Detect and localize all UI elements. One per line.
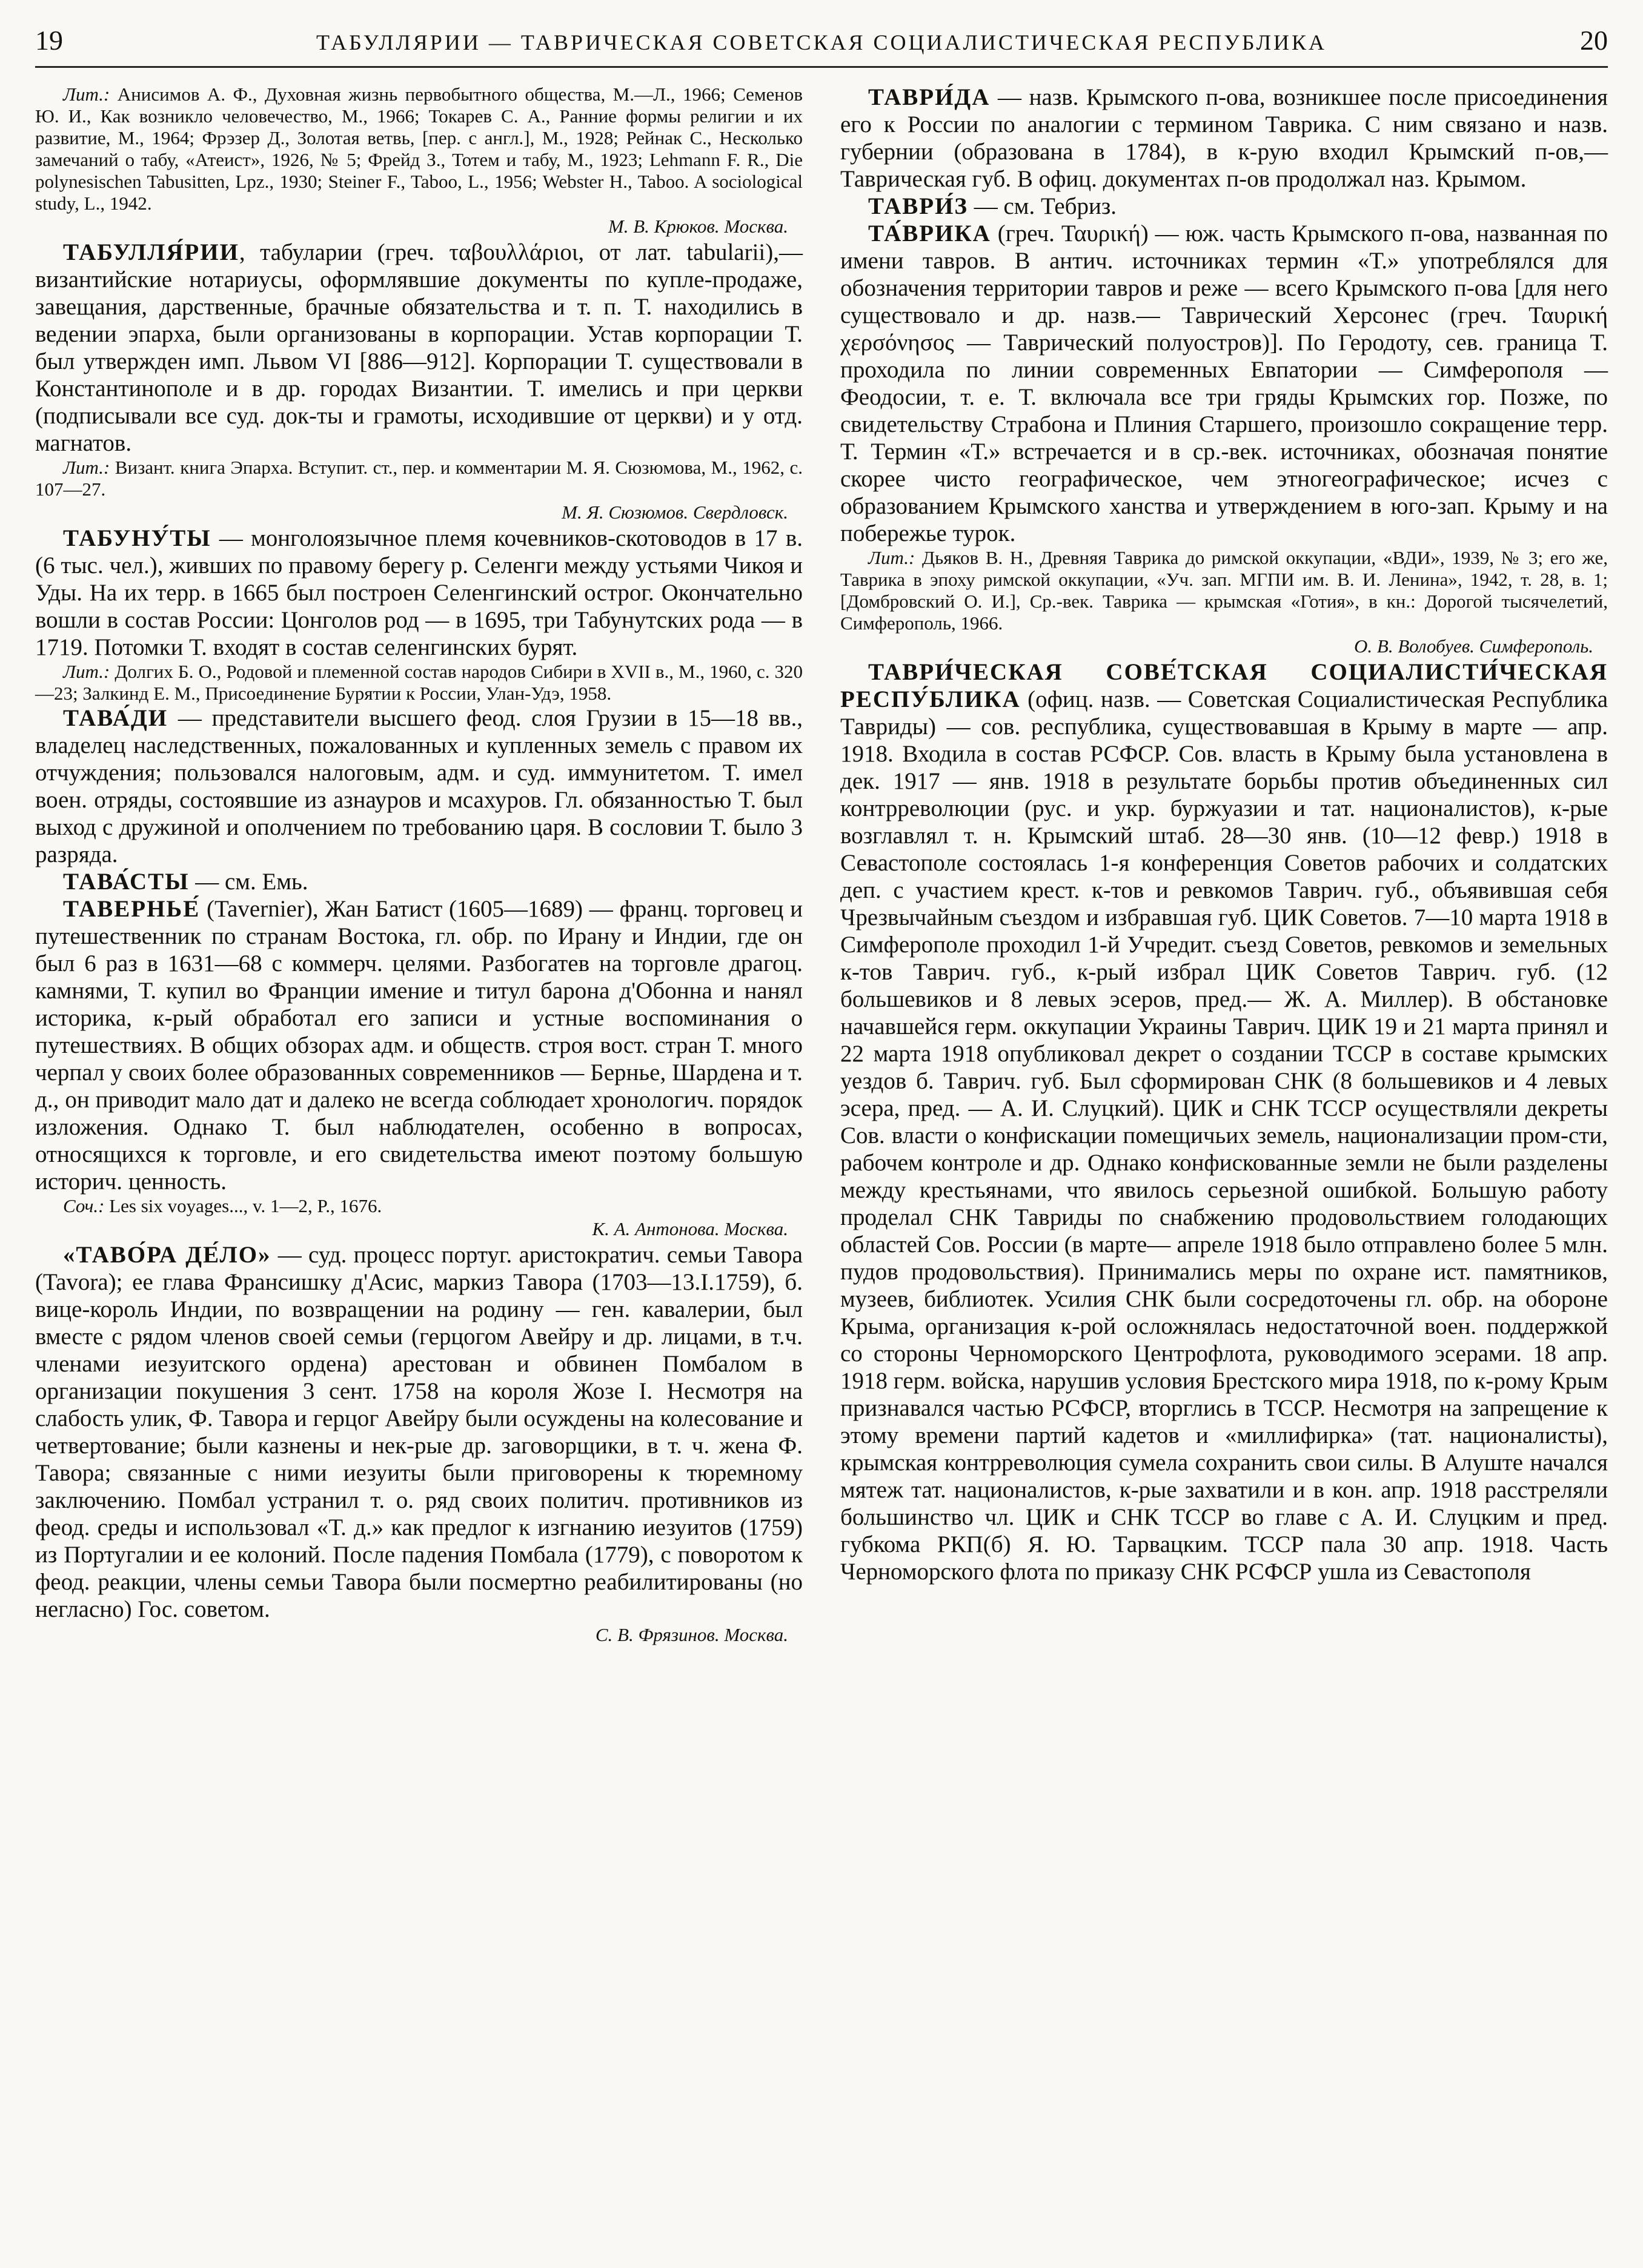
article-tavernier: [35, 895, 803, 1195]
article-body: — см. Тебриз.: [968, 193, 1117, 219]
article-body: , табуларии (греч. ταβουλλάριοι, от лат. tabularii),— византийские нотариусы, оформлявшие документы по купле-продаже, завещания, дарственные, брачные обязательства и т. п. Т. находились в ведении эпарха, были организованы в корпорации. Устав корпорации Т. был утвержден имп. Львом VI [886—912]. Корпорации Т. существовали в Константинополе и в др. городах Византии. Т. имелись и при церкви (подписывали все суд. док-ты и грамоты, исходившие от церкви) и у отд. магнатов.: [35, 239, 803, 456]
text-columns: [35, 84, 1608, 1647]
page-header: [35, 24, 1608, 56]
article-tabunuty: [35, 525, 803, 661]
lit-label: Лит.:: [63, 457, 110, 478]
lit-text: Визант. книга Эпарха. Вступит. ст., пер. и комментарии М. Я. Сюзюмова, М., 1962, с. 107—27.: [35, 457, 803, 500]
lit-text: Дьяков В. Н., Древняя Таврика до римской оккупации, «ВДИ», 1939, № 3; его же, Таврика в эпоху римской оккупации, «Уч. зап. МГПИ им. В. И. Ленина», 1942, т. 28, в. 1; [Домбровский О. И.], Ср.-век. Таврика — крымская «Готия», в кн.: Дорогой тысячелетий, Симферополь, 1966.: [840, 547, 1608, 634]
headword: ТАВЕРНЬЕ́: [63, 896, 201, 922]
works-label: Соч.:: [63, 1195, 105, 1216]
headword: ТАВА́ДИ: [63, 705, 168, 731]
headword: «ТАВО́РА ДЕ́ЛО»: [63, 1242, 271, 1268]
article-tavricheskaya-ssr: [840, 658, 1608, 1585]
article-body: (Tavernier), Жан Батист (1605—1689) — франц. торговец и путешественник по странам Востока, гл. обр. по Ирану и Индии, где он был 6 раз в 1631—68 с коммерч. целями. Разбогатев на торговле драгоц. камнями, Т. купил во Франции имение и титул барона д'Обонна и нанял историка, к-рый обработал его записи и устные воспоминания о путешествиях. В общих обзорах адм. и обществ. строя вост. стран Т. много черпал у своих более образованных современников — Бернье, Шардена и т. д., он приводит мало дат и далеко не всегда соблюдает хронологич. порядок изложения. Однако Т. был наблюдателен, особенно в вопросах, относящихся к торговле, и его свидетельства имеют поэтому большую историч. ценность.: [35, 896, 803, 1195]
article-tavora-delo: [35, 1241, 803, 1623]
author-signature: О. В. Волобуев. Симферополь.: [1354, 635, 1593, 657]
article-body: — представители высшего феод. слоя Грузии в 15—18 вв., владелец наследственных, пожалованных и купленных земель с правом их отчуждения; пользовался налоговым, адм. и суд. иммунитетом. Т. имел воен. отряды, состоявшие из азнауров и мсахуров. Гл. обязанностью Т. был выход с дружиной и ополчением по требованию царя. В сословии Т. было 3 разряда.: [35, 705, 803, 867]
column-right: [840, 84, 1608, 1647]
literature-note: [840, 547, 1608, 634]
lit-label: Лит.:: [868, 547, 915, 568]
article-tavasty: [35, 868, 803, 895]
works-text: Les six voyages..., v. 1—2, P., 1676.: [104, 1195, 382, 1216]
headword: ТАВРИ́ЧЕСКАЯ СОВЕ́ТСКАЯ СОЦИАЛИСТИ́ЧЕСКАЯ РЕСПУ́БЛИКА: [840, 659, 1608, 712]
author-signature: М. В. Крюков. Москва.: [608, 216, 788, 237]
article-body: — назв. Крымского п-ова, возникшее после присоединения его к России по аналогии с термином Таврика. С ним связано и назв. губернии (образована в 1784), в к-рую входил Крымский п-ов,— Таврическая губ. В офиц. документах п-ов продолжал наз. Крымом.: [840, 84, 1608, 192]
header-rule: [35, 66, 1608, 68]
headword: ТАВА́СТЫ: [63, 869, 190, 895]
lit-label: Лит.:: [63, 84, 110, 105]
article-body: (греч. Ταυρική) — юж. часть Крымского п-ова, названная по имени тавров. В антич. источниках термин «Т.» употреблялся для обозначения территории тавров и реже — всего Крымского п-ова [для него существовало и др. назв.— Таврический Херсонес (греч. Ταυρική χερσόνησος — Таврический полуостров)]. По Геродоту, сев. граница Т. проходила по линии современных Евпатории — Симферополя — Феодосии, т. е. Т. включала все три гряды Крымских гор. Позже, по свидетельству Страбона и Плиния Старшего, произошло сокращение терр. Т. Термин «Т.» встречается и в ср.-век. источниках, обозначая понятие скорее чисто географическое, чем этногеографическое; исчез с образованием Крымского ханства и утверждением в юго-зап. Крыму и на побережье турок.: [840, 220, 1608, 546]
article-tavrida: [840, 84, 1608, 193]
author-signature: К. А. Антонова. Москва.: [592, 1218, 788, 1239]
article-tabullarii: [35, 239, 803, 457]
lit-text: Долгих Б. О., Родовой и племенной состав народов Сибири в XVII в., М., 1960, с. 320—23; Залкинд Е. М., Присоединение Бурятии к России, Улан-Удэ, 1958.: [35, 661, 803, 704]
running-head: ТАБУЛЛЯРИИ — ТАВРИЧЕСКАЯ СОВЕТСКАЯ СОЦИАЛИСТИЧЕСКАЯ РЕСПУБЛИКА: [316, 30, 1327, 55]
article-tavriz: [840, 193, 1608, 220]
headword: ТА́ВРИКА: [868, 220, 991, 247]
article-body: — см. Емь.: [189, 869, 308, 895]
works-note: [35, 1195, 803, 1217]
page-number-left: 19: [35, 25, 63, 56]
lit-label: Лит.:: [63, 661, 110, 682]
article-body: (офиц. назв. — Советская Социалистическая Республика Тавриды) — сов. республика, существовавшая в Крыму в марте — апр. 1918. Входила в состав РСФСР. Сов. власть в Крыму была установлена в дек. 1917 — янв. 1918 в результате борьбы против объединенных сил контрреволюции (рус. и укр. буржуазии и тат. националистов), к-рые возглавлял т. н. Крымский штаб. 28—30 янв. (10—12 февр.) 1918 в Севастополе состоялась 1-я конференция Советов рабочих и солдатских деп. с участием крест. к-тов и ревкомов Таврич. губ., объявившая себя Чрезвычайным съездом и избравшая губ. ЦИК Советов. 7—10 марта 1918 в Симферополе проходил 1-й Учредит. съезд Советов, ревкомов и земельных к-тов Таврич. губ., к-рый избрал ЦИК Советов Таврич. губ. (12 большевиков и 8 левых эсеров, пред.— Ж. А. Миллер). В обстановке начавшейся герм. оккупации Украины Таврич. ЦИК 19 и 21 марта принял и 22 марта 1918 опубликовал декрет о создании ТССР в составе крымских уездов б. Таврич. губ. Был сформирован СНК (8 большевиков и 4 левых эсера, пред. — А. И. Слуцкий). ЦИК и СНК ТССР осуществляли декреты Сов. власти о конфискации помещичьих земель, национализации пром-сти, рабочем контроле и др. Однако конфискованные земли не были разделены между крестьянами, что явилось серьезной ошибкой. Большую работу проделал СНК Тавриды по снабжению продовольствием голодающих областей Сов. России (в марте— апреле 1918 было отправлено более 5 млн. пудов продовольствия). Принимались меры по охране ист. памятников, музеев, библиотек. Усилия СНК были сосредоточены гл. обр. на обороне Крыма, организация к-рой осложнялась недостаточной воен. поддержкой со стороны Черноморского Центрофлота, руководимого эсерами. 18 апр. 1918 герм. войска, нарушив условия Брестского мира 1918, по к-рому Крым признавался частью РСФСР, вторглись в ТССР. Несмотря на запрещение к этому времени партий кадетов и «миллифирка» (тат. националисты), крымская контрреволюция сумела сохранить свои силы. В Алуште начался мятеж тат. националистов, к-рые захватили и в кон. апр. 1918 расстреляли большинство чл. ЦИК и СНК ТССР во главе с А. И. Слуцким и пред. губкома РКП(б) Я. Ю. Тарвацким. ТССР пала 30 апр. 1918. Часть Черноморского флота по приказу СНК РСФСР ушла из Севастополя: [840, 686, 1608, 1585]
headword: ТАВРИ́ДА: [868, 84, 991, 110]
headword: ТАБУЛЛЯ́РИИ: [63, 239, 239, 265]
page-number-right: 20: [1580, 25, 1608, 56]
author-signature: М. Я. Сюзюмов. Свердловск.: [562, 502, 788, 523]
literature-note: [35, 661, 803, 705]
article-body: — суд. процесс португ. аристократич. семьи Тавора (Tavora); ее глава Франсишку д'Асис, маркиз Тавора (1703—13.I.1759), б. вице-король Индии, по возвращении на родину — ген. кавалерии, был вместе с рядом членов своей семьи (герцогом Авейру и др. лицами, в т.ч. членами иезуитского ордена) арестован и обвинен Помбалом в организации покушения 3 сент. 1758 на короля Жозе I. Несмотря на слабость улик, Ф. Тавора и герцог Авейру были осуждены на колесование и четвертование; были казнены и нек-рые др. заговорщики, в т. ч. жена Ф. Тавора; связанные с ними иезуиты были приговорены к тюремному заключению. Помбал устранил т. о. ряд своих политич. противников из феод. среды и использовал «Т. д.» как предлог к изгнанию иезуитов (1759) из Португалии и ее колоний. После падения Помбала (1779), с поворотом к феод. реакции, члены семьи Тавора были посмертно реабилитированы (но негласно) Гос. советом.: [35, 1242, 803, 1622]
headword: ТАБУНУ́ТЫ: [63, 525, 211, 551]
literature-note: [35, 84, 803, 214]
lit-text: Анисимов А. Ф., Духовная жизнь первобытного общества, М.—Л., 1966; Семенов Ю. И., Как возникло человечество, М., 1966; Токарев С. А., Ранние формы религии и их развитие, М., 1964; Фрэзер Д., Золотая ветвь, [пер. с англ.], М., 1928; Рейнак С., Несколько замечаний о табу, «Атеист», 1926, № 5; Фрейд З., Тотем и табу, М., 1923; Lehmann F. R., Die polynesischen Tabusitten, Lpz., 1930; Steiner F., Taboo, L., 1956; Webster H., Taboo. A sociological study, L., 1942.: [35, 84, 803, 214]
article-body: — монголоязычное племя кочевников-скотоводов в 17 в. (6 тыс. чел.), живших по правому берегу р. Селенги между устьями Чикоя и Уды. На их терр. в 1665 был построен Селенгинский острог. Окончательно вошли в состав России: Цонголов род — в 1695, три Табунутских рода — в 1719. Потомки Т. входят в состав селенгинских бурят.: [35, 525, 803, 660]
headword: ТАВРИ́З: [868, 193, 968, 219]
column-left: [35, 84, 803, 1647]
article-tavadi: [35, 705, 803, 868]
article-tavrika: [840, 220, 1608, 547]
literature-note: [35, 457, 803, 500]
author-signature: С. В. Фрязинов. Москва.: [595, 1624, 788, 1645]
